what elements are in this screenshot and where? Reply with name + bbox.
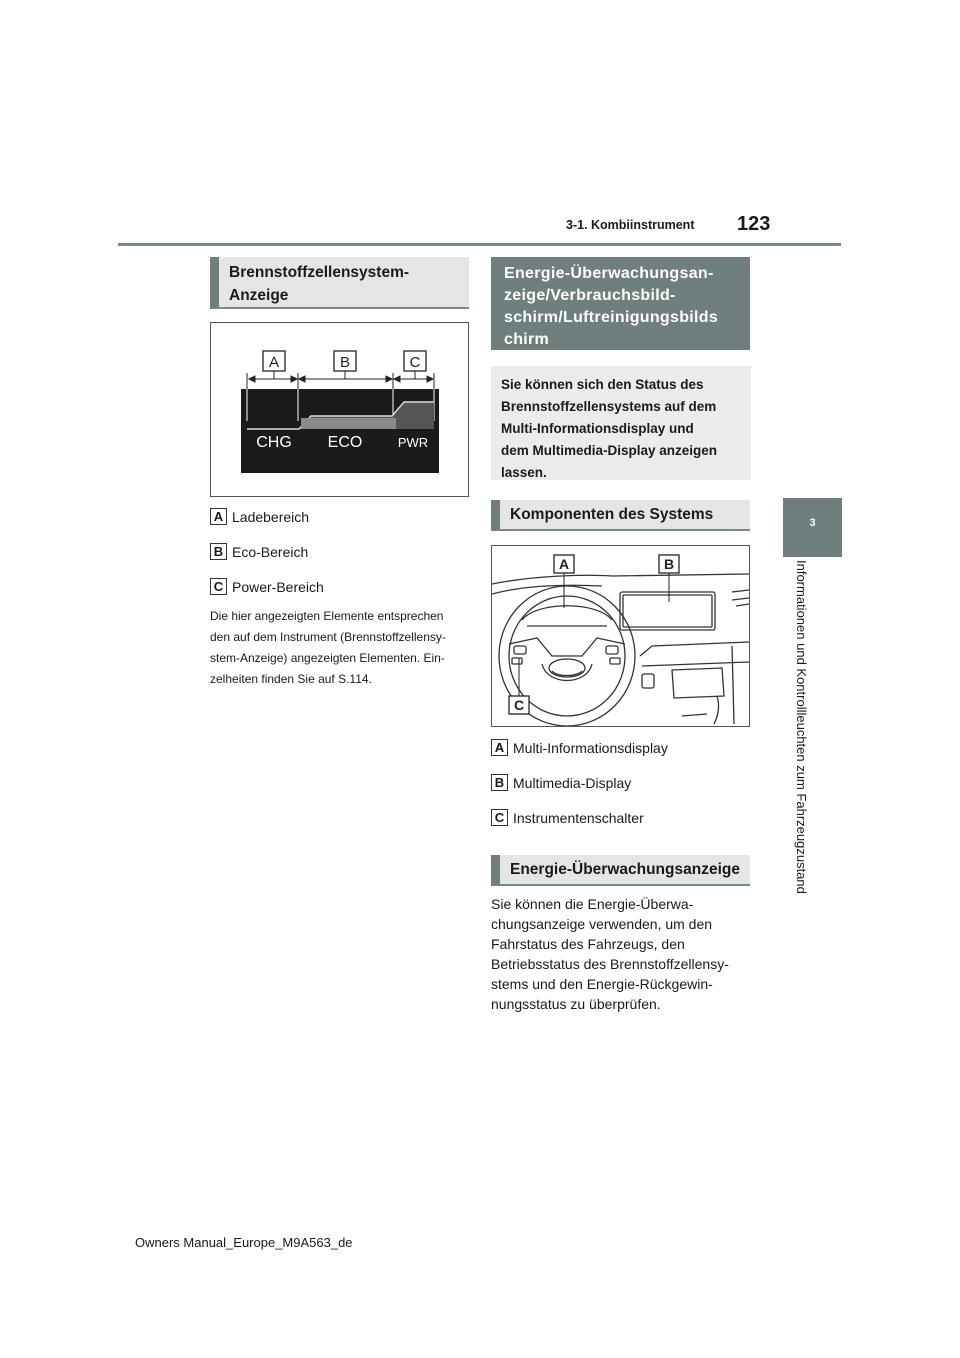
fuel-cell-gauge-illustration	[211, 323, 468, 496]
figure-label-a: A	[268, 354, 280, 371]
energy-monitor-description	[491, 894, 753, 1014]
legend-text-c: Power-Bereich	[232, 578, 324, 595]
intro-line: Sie können sich den Status des	[501, 377, 704, 392]
intro-line: lassen.	[501, 465, 547, 480]
chapter-number: 3	[809, 517, 816, 529]
cockpit-illustration	[492, 546, 749, 726]
cockpit-label-b: B	[663, 556, 675, 572]
note-line: den auf dem Instrument (Brennstoffzellensy-	[210, 630, 446, 644]
intro-line: Brennstoffzellensystems auf dem	[501, 399, 717, 414]
reference-note	[210, 606, 470, 690]
chapter-tab[interactable]	[783, 498, 842, 557]
component-letter-a: A	[491, 739, 508, 756]
cockpit-figure	[491, 545, 750, 727]
legend-item-b	[210, 543, 308, 560]
legend-letter-c: C	[210, 578, 227, 595]
header-rule	[118, 243, 841, 246]
heading-line: Energie-Überwachungsan-	[504, 265, 714, 282]
legend-text-a: Ladebereich	[232, 508, 310, 525]
component-letter-b: B	[491, 774, 508, 791]
fuel-cell-indicator-heading	[210, 257, 469, 309]
gauge-label-eco: ECO	[327, 434, 363, 451]
component-text-c: Instrumentenschalter	[513, 809, 644, 826]
body-line: stems und den Energie-Rückgewin-	[491, 976, 713, 992]
intro-line: dem Multimedia-Display anzeigen	[501, 443, 718, 458]
energy-monitor-heading-text: Energie-Überwachungsanzeige	[510, 861, 740, 878]
figure-label-c: C	[409, 354, 421, 371]
gauge-label-pwr: PWR	[397, 435, 429, 450]
components-heading	[491, 500, 750, 531]
note-line: Die hier angezeigten Elemente entsprechen	[210, 609, 444, 623]
energy-monitor-heading	[491, 855, 750, 886]
component-text-a: Multi-Informationsdisplay	[513, 739, 668, 756]
body-line: Fahrstatus des Fahrzeugs, den	[491, 936, 685, 952]
cockpit-label-a: A	[558, 556, 570, 572]
component-item-b	[491, 774, 631, 791]
component-text-b: Multimedia-Display	[513, 774, 632, 791]
body-line: Sie können die Energie-Überwa-	[491, 896, 694, 912]
fuel-cell-indicator-heading-text: Brennstoffzellensystem-Anzeige	[229, 264, 410, 304]
section-title: 3-1. Kombiinstrument	[566, 218, 695, 232]
body-line: Betriebsstatus des Brennstoffzellensy-	[491, 956, 729, 972]
legend-text-b: Eco-Bereich	[232, 543, 309, 560]
note-line: stem-Anzeige) angezeigten Elementen. Ein-	[210, 651, 445, 665]
gauge-label-chg: CHG	[256, 434, 292, 451]
legend-item-a	[210, 508, 309, 525]
legend-letter-b: B	[210, 543, 227, 560]
component-item-c	[491, 809, 644, 826]
energy-monitor-screens-heading	[491, 257, 750, 350]
fuel-cell-gauge-figure	[210, 322, 469, 497]
legend-letter-a: A	[210, 508, 227, 525]
heading-line: schirm/Luftreinigungsbilds	[504, 309, 719, 326]
legend-item-c	[210, 578, 324, 595]
heading-line: chirm	[504, 331, 550, 348]
component-letter-c: C	[491, 809, 508, 826]
note-line: zelheiten finden Sie auf S.114.	[210, 672, 372, 686]
page-number: 123	[737, 213, 771, 235]
footer-manual-id: Owners Manual_Europe_M9A563_de	[135, 1235, 353, 1250]
component-item-a	[491, 739, 668, 756]
figure-label-b: B	[339, 354, 351, 371]
body-line: chungsanzeige verwenden, um den	[491, 916, 713, 932]
heading-line: zeige/Verbrauchsbild-	[504, 287, 676, 304]
components-heading-text: Komponenten des Systems	[510, 506, 714, 523]
chapter-title: Informationen und Kontrollleuchten zum Fahrzeugzustand	[794, 560, 809, 894]
body-line: nungsstatus zu überprüfen.	[491, 996, 661, 1012]
cockpit-label-c: C	[513, 697, 525, 713]
intro-line: Multi-Informationsdisplay und	[501, 421, 694, 436]
intro-box	[491, 366, 751, 480]
